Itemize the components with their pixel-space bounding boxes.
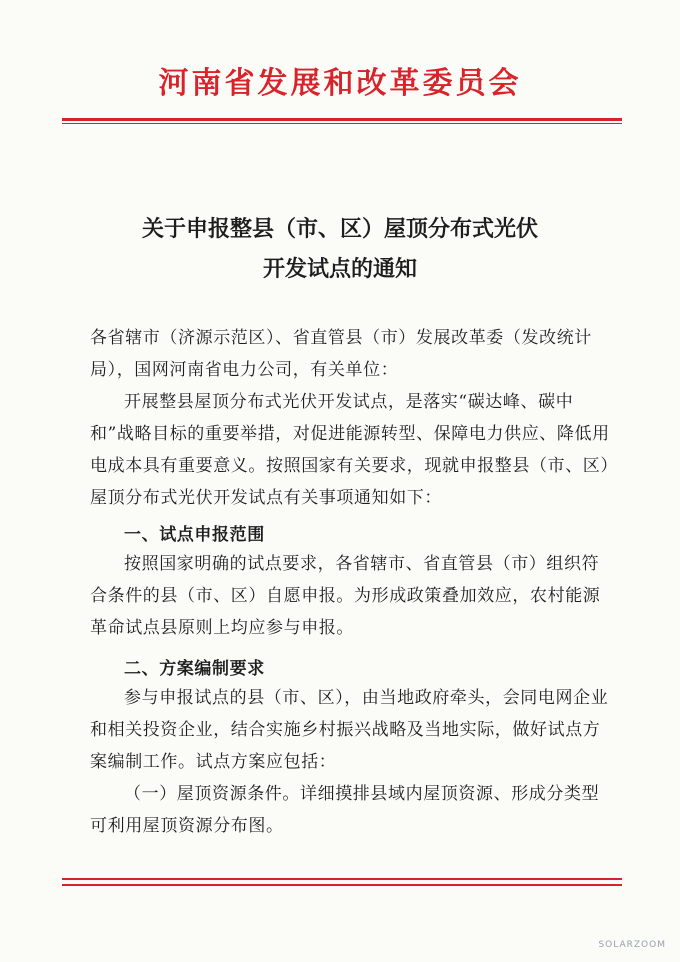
intro-paragraph: 开展整县屋顶分布式光伏开发试点，是落实“碳达峰、碳中和”战略目标的重要举措，对促进能源转型、保障电力供应、降低用电成本具有重要意义。按照国家有关要求，现就申报整县（市、区）屋顶分布式光伏开发试点有关事项通知如下： [90, 392, 610, 508]
watermark-text: SOLARZOOM [598, 940, 666, 950]
document-title-line-2: 开发试点的通知 [262, 257, 417, 282]
section-2-body: 参与申报试点的县（市、区），由当地政府牵头，会同电网企业和相关投资企业，结合实施乡村振兴战略及当地实际，做好试点方案编制工作。试点方案应包括： [90, 688, 609, 772]
footer-divider [62, 878, 622, 880]
document-title-line-1: 关于申报整县（市、区）屋顶分布式光伏 [141, 217, 538, 242]
letterhead-divider [62, 118, 622, 121]
letterhead-title: 河南省发展和改革委员会 [158, 66, 522, 101]
section-2-heading: 二、方案编制要求 [124, 659, 265, 679]
letterhead-divider-thin [62, 123, 622, 124]
section-1-heading: 一、试点申报范围 [124, 525, 265, 545]
footer-divider-2 [62, 884, 622, 886]
recipients-paragraph: 各省辖市（济源示范区）、省直管县（市）发展改革委（发改统计局），国网河南省电力公司，有关单位： [90, 328, 592, 380]
section-2-item-1: （一）屋顶资源条件。详细摸排县域内屋顶资源、形成分类型可利用屋顶资源分布图。 [90, 784, 600, 836]
section-1-body: 按照国家明确的试点要求，各省辖市、省直管县（市）组织符合条件的县（市、区）自愿申报。为形成政策叠加效应，农村能源革命试点县原则上均应参与申报。 [90, 554, 601, 638]
